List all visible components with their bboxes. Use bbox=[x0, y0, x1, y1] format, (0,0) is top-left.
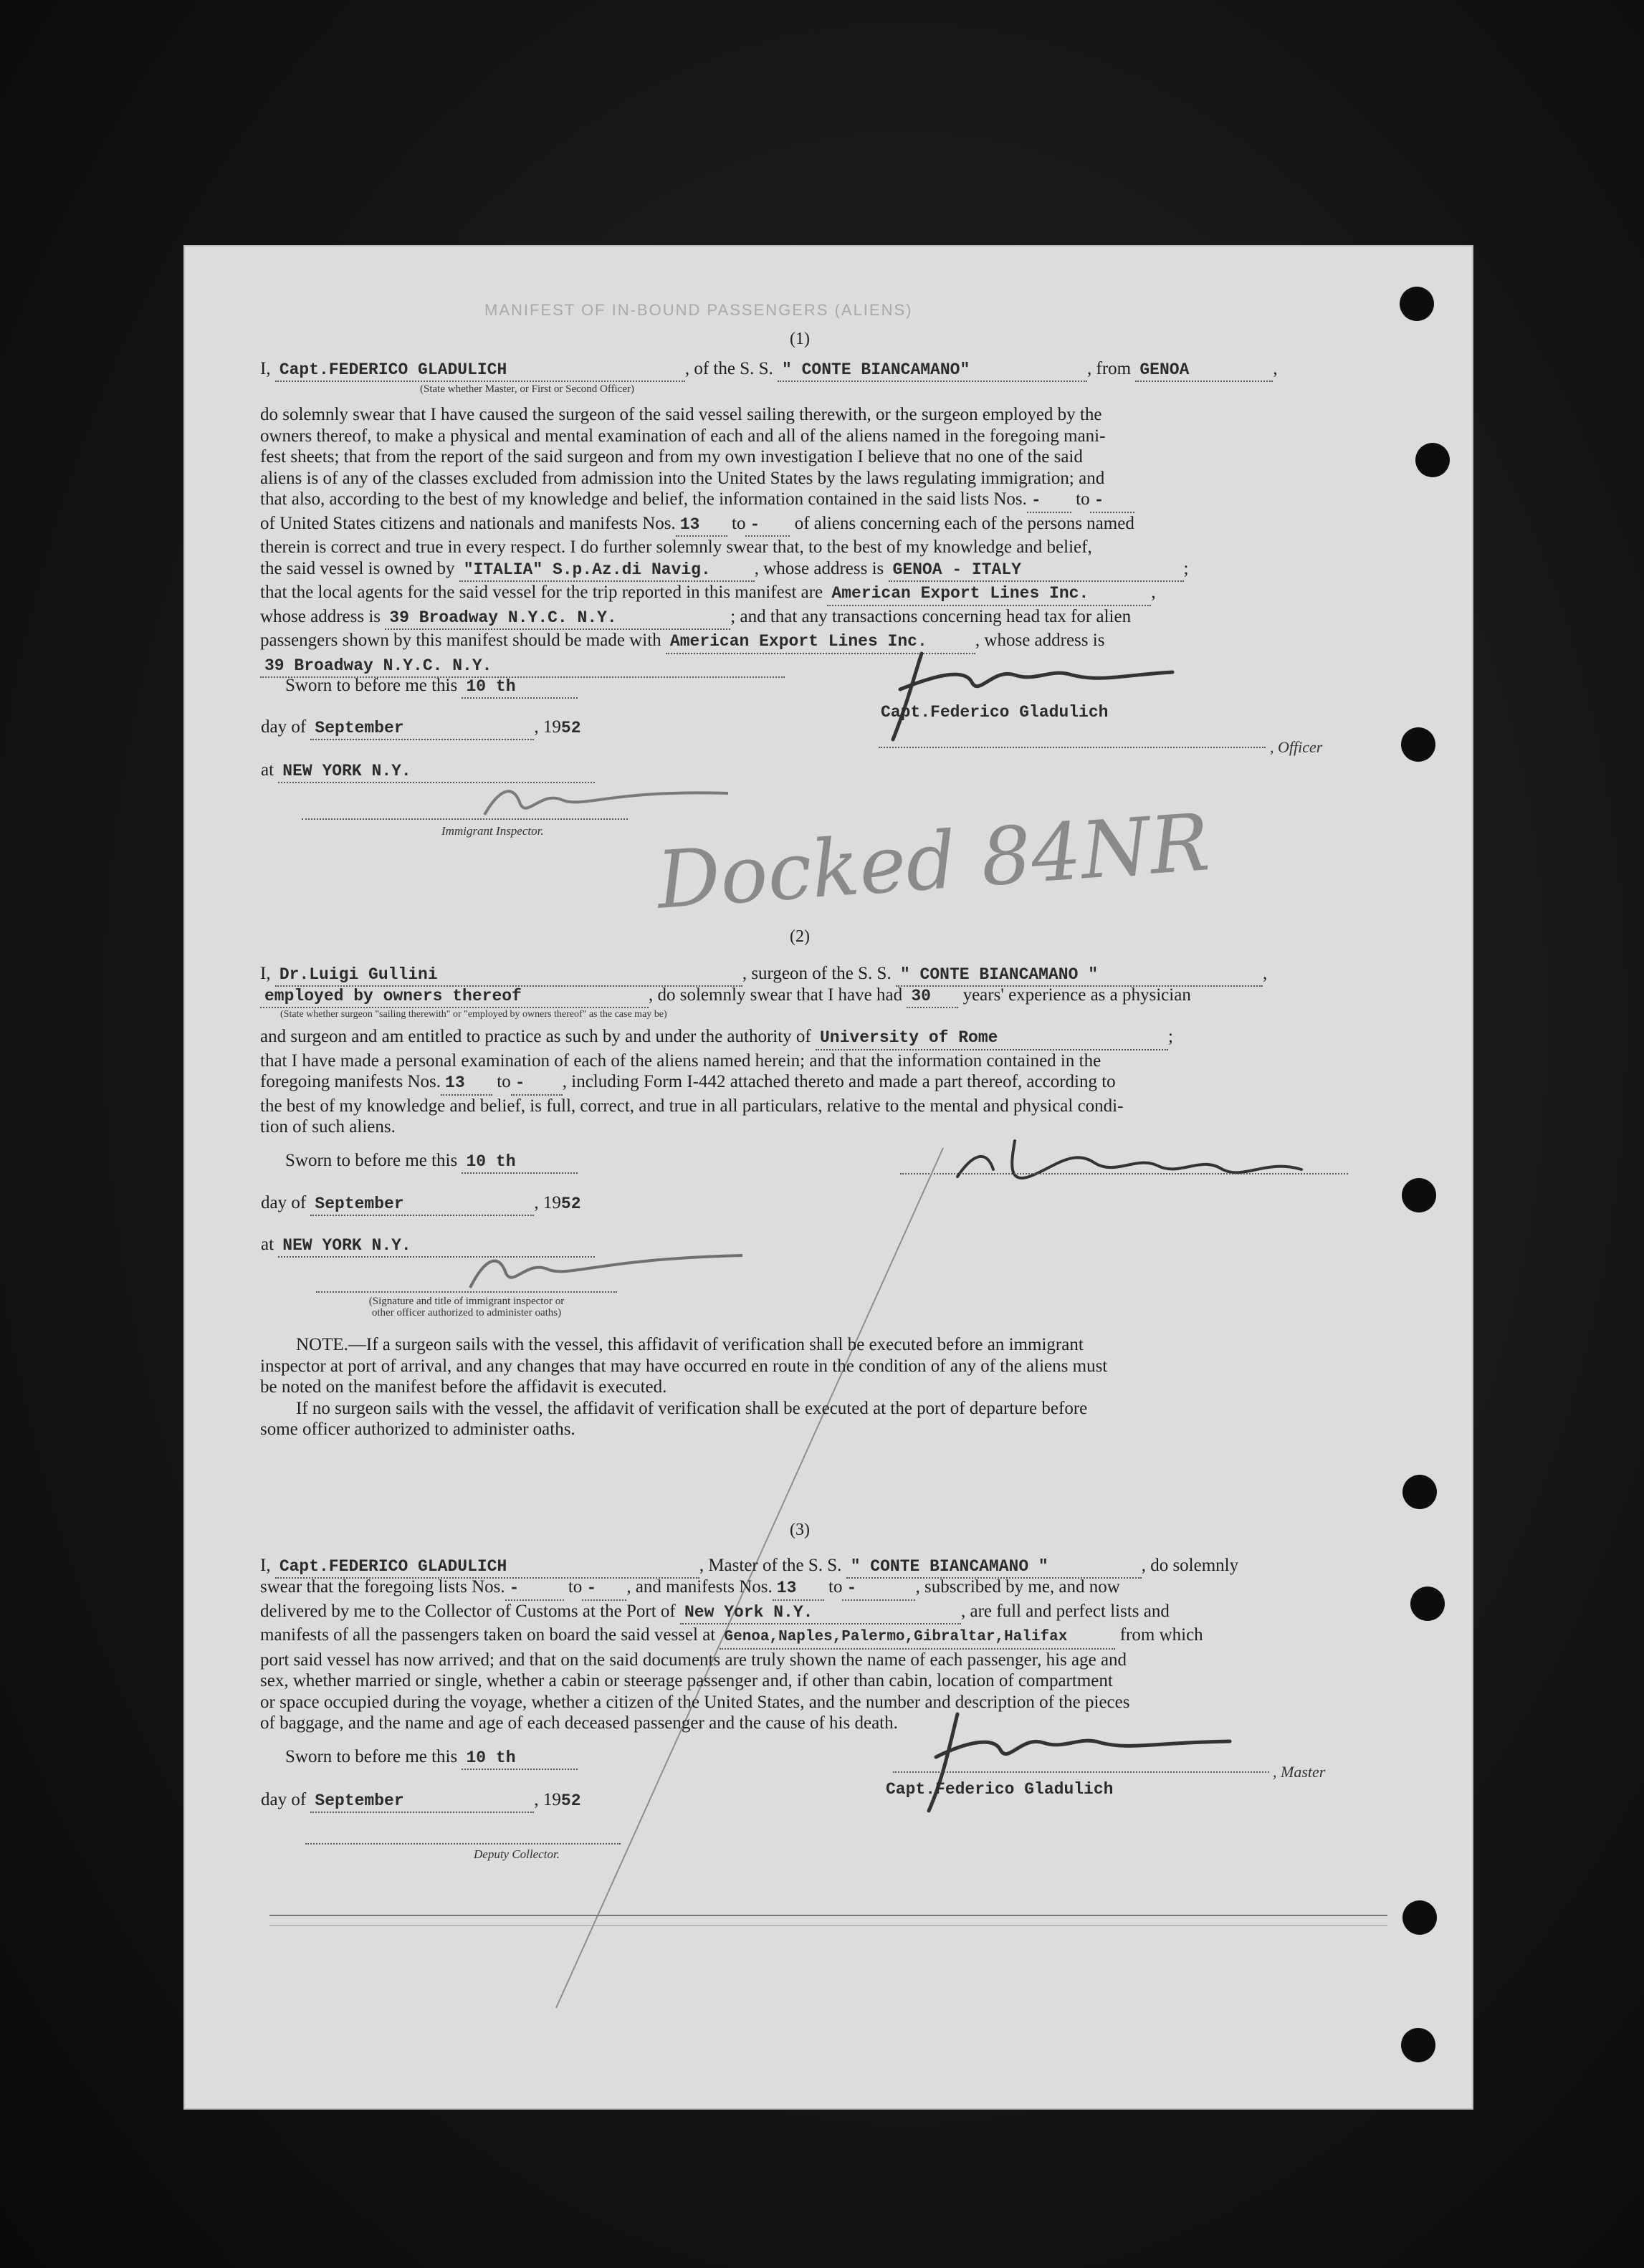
section-1-agents-line: that the local agents for the said vessel for the trip reported in this manifest are American Export Lines Inc. , bbox=[260, 582, 1396, 606]
officer-signature-line bbox=[879, 747, 1266, 748]
section-1-owner-line: the said vessel is owned by "ITALIA" S.p.Az.di Navig. , whose address is GENOA - ITALY ; bbox=[260, 558, 1396, 583]
section-3-manifests-line: manifests of all the passengers taken on board the said vessel at Genoa,Naples,Palermo,Gibraltar,Halifax from which bbox=[260, 1625, 1396, 1650]
section-2-aliens-line: tion of such aliens. bbox=[260, 1117, 396, 1137]
collector-signature-line bbox=[305, 1843, 621, 1844]
section-3-lists-line: swear that the foregoing lists Nos. - to - , and manifests Nos. 13 to - , subscribed by me, and now bbox=[260, 1576, 1396, 1601]
from-port-field[interactable]: GENOA bbox=[1135, 359, 1273, 382]
section-2-employment-line: employed by owners thereof , do solemnly swear that I have had 30 years' experience as a physician bbox=[260, 985, 1191, 1008]
section-1-body-line: owners thereof, to make a physical and mental examination of each and all of the aliens named in the foregoing mani- bbox=[260, 426, 1106, 446]
section-1-sworn-line: Sworn to before me this 10 th bbox=[285, 675, 578, 699]
manifest-verification-page bbox=[183, 245, 1473, 2110]
employment-caption: (State whether surgeon "sailing therewith" or "employed by owners thereof" as the case may be) bbox=[280, 1009, 667, 1020]
lists-to-field[interactable]: - bbox=[1090, 490, 1134, 513]
section-1-body-line: do solemnly swear that I have caused the surgeon of the said vessel sailing therewith, or the surgeon employed by the bbox=[260, 405, 1102, 424]
master-signature-line bbox=[893, 1771, 1269, 1773]
employment-field[interactable]: employed by owners thereof bbox=[260, 985, 649, 1008]
section-2-place-field[interactable]: NEW YORK N.Y. bbox=[278, 1235, 595, 1258]
section-1-place-field[interactable]: NEW YORK N.Y. bbox=[278, 760, 595, 783]
section-2-surgeon-line: I, Dr.Luigi Gullini , surgeon of the S. S. " CONTE BIANCAMANO " , bbox=[260, 963, 1267, 987]
binder-hole bbox=[1415, 443, 1450, 477]
deputy-collector-caption: Deputy Collector. bbox=[474, 1847, 560, 1861]
section-3-sworn-day-field[interactable]: 10 th bbox=[462, 1747, 578, 1770]
binder-hole bbox=[1401, 2028, 1435, 2062]
section-3-master-line: I, Capt.FEDERICO GLADULICH , Master of the S. S. " CONTE BIANCAMANO " , do solemnly bbox=[260, 1555, 1238, 1579]
section-2-foregoing-line: foregoing manifests Nos. 13 to - , including Form I-442 attached thereto and made a part thereof, according to bbox=[260, 1071, 1396, 1096]
section-1-manifests-line: of United States citizens and nationals and manifests Nos. 13 to - of aliens concerning each of the persons named bbox=[260, 513, 1396, 537]
port-field[interactable]: New York N.Y. bbox=[680, 1602, 961, 1625]
surgeon-name-field[interactable]: Dr.Luigi Gullini bbox=[275, 964, 742, 987]
head-tax-agent-field[interactable]: American Export Lines Inc. bbox=[666, 631, 975, 654]
binder-hole bbox=[1400, 287, 1434, 321]
section-1-prefix: I, bbox=[260, 359, 271, 378]
section-2-vessel-field[interactable]: " CONTE BIANCAMANO " bbox=[896, 964, 1263, 987]
section-1-sworn-day-field[interactable]: 10 th bbox=[462, 676, 578, 699]
officer-signature-1 bbox=[871, 646, 1273, 747]
section-3-vessel-field[interactable]: " CONTE BIANCAMANO " bbox=[846, 1556, 1142, 1579]
bottom-rule-2 bbox=[269, 1925, 1387, 1926]
owner-address-field[interactable]: GENOA - ITALY bbox=[889, 560, 1184, 583]
master-name-field[interactable]: Capt.FEDERICO GLADULICH bbox=[275, 1556, 699, 1579]
officer-caption: (State whether Master, or First or Second Officer) bbox=[420, 383, 635, 395]
immigrant-inspector-caption: Immigrant Inspector. bbox=[441, 824, 544, 838]
owner-field[interactable]: "ITALIA" S.p.Az.di Navig. bbox=[459, 560, 755, 583]
section-1-agent-address-line: whose address is 39 Broadway N.Y.C. N.Y. ; and that any transactions concerning head tax for alien bbox=[260, 606, 1396, 631]
section-3-lists-from-field[interactable]: - bbox=[505, 1578, 564, 1601]
lists-from-field[interactable]: - bbox=[1027, 490, 1071, 513]
officer-name-field[interactable]: Capt.FEDERICO GLADULICH bbox=[275, 359, 685, 382]
inspector-signature-1 bbox=[470, 775, 742, 826]
bleed-through-header: MANIFEST OF IN-BOUND PASSENGERS (ALIENS) bbox=[484, 301, 913, 319]
section-1-place-line: at NEW YORK N.Y. bbox=[261, 760, 595, 783]
section-2-year-field[interactable]: 52 bbox=[560, 1195, 581, 1213]
section-1-body-line: fest sheets; that from the report of the said surgeon and from my own investigation I believe that no one of the said bbox=[260, 447, 1083, 466]
section-3-year-field[interactable]: 52 bbox=[560, 1791, 581, 1810]
binder-hole bbox=[1401, 727, 1435, 762]
binder-hole bbox=[1402, 1900, 1437, 1935]
section-2-sworn-line: Sworn to before me this 10 th bbox=[285, 1150, 578, 1174]
section-3-baggage-line: of baggage, and the name and age of each deceased passenger and the cause of his death. bbox=[260, 1713, 898, 1733]
agents-field[interactable]: American Export Lines Inc. bbox=[827, 583, 1151, 606]
section-3-number: (3) bbox=[790, 1521, 810, 1539]
section-2-body bbox=[260, 1026, 1396, 1138]
section-3-delivered-line: delivered by me to the Collector of Customs at the Port of New York N.Y. , are full and perfect lists and bbox=[260, 1601, 1396, 1625]
section-2-place-line: at NEW YORK N.Y. bbox=[261, 1234, 595, 1258]
section-3-lists-to-field[interactable]: - bbox=[582, 1578, 626, 1601]
master-role-label: , Master bbox=[1273, 1763, 1326, 1781]
section-1-correct-line: therein is correct and true in every respect. I do further solemnly swear that, to the best of my knowledge and belief, bbox=[260, 537, 1092, 557]
manifest-to-field[interactable]: - bbox=[745, 515, 790, 537]
section-2-number: (2) bbox=[790, 927, 810, 946]
binder-hole bbox=[1402, 1475, 1437, 1509]
surgeon-signature bbox=[943, 1126, 1344, 1205]
section-1-officer-line: I, Capt.FEDERICO GLADULICH , of the S. S. " CONTE BIANCAMANO" , from GENOA , bbox=[260, 358, 1278, 382]
section-3-arrived-line: port said vessel has now arrived; and that on the said documents are truly shown the name of each passenger, his age and bbox=[260, 1650, 1127, 1670]
section-1-year-field[interactable]: 52 bbox=[560, 719, 581, 737]
binder-hole bbox=[1410, 1587, 1445, 1621]
section-2-manifest-to-field[interactable]: - bbox=[511, 1073, 563, 1096]
note-block: NOTE.—If a surgeon sails with the vessel, this affidavit of verification shall be executed before an immigrant inspector at port of arrival, and any changes that may have occurred en route in the condition of any of the aliens must be noted on the manifest before the affidavit is executed. If no surgeon sails with the vessel, the affidavit of verification shall be executed at the port of departure before some officer authorized to administer oaths. bbox=[260, 1335, 1108, 1439]
section-3-space-line: or space occupied during the voyage, whether a citizen of the United States, and the number and description of the pieces bbox=[260, 1692, 1130, 1712]
agent-address-field[interactable]: 39 Broadway N.Y.C. N.Y. bbox=[385, 608, 730, 631]
section-2-sworn-day-field[interactable]: 10 th bbox=[462, 1151, 578, 1174]
head-tax-address-field[interactable]: 39 Broadway N.Y.C. N.Y. bbox=[260, 656, 785, 679]
section-2-signature-caption: (Signature and title of immigrant inspector or other officer authorized to administer oaths) bbox=[368, 1296, 565, 1319]
section-1-passengers-line: passengers shown by this manifest should be made with American Export Lines Inc. , whose address is bbox=[260, 630, 1396, 654]
section-3-manifest-to-field[interactable]: - bbox=[842, 1578, 915, 1601]
section-1-date-line: day of September , 1952 bbox=[261, 717, 581, 740]
binder-hole bbox=[1402, 1178, 1436, 1212]
from-label: , from bbox=[1087, 359, 1132, 378]
vessel-name-field[interactable]: " CONTE BIANCAMANO" bbox=[778, 359, 1087, 382]
section-3-manifest-from-field[interactable]: 13 bbox=[773, 1578, 824, 1601]
section-2-month-field[interactable]: September bbox=[310, 1193, 534, 1216]
section-3-date-line: day of September , 1952 bbox=[261, 1789, 581, 1813]
officer-role-label: , Officer bbox=[1270, 738, 1323, 756]
of-ss-label: , of the S. S. bbox=[684, 359, 773, 378]
section-2-exam-line: that I have made a personal examination of each of the aliens named herein; and that the information contained in the bbox=[260, 1051, 1101, 1071]
section-3-sworn-line: Sworn to before me this 10 th bbox=[285, 1746, 578, 1770]
section-1-body bbox=[260, 404, 1396, 678]
section-3-signer-typed: Capt.Federico Gladulich bbox=[886, 1780, 1114, 1799]
section-2-best-line: the best of my knowledge and belief, is full, correct, and true in all particulars, relative to the mental and physical condi- bbox=[260, 1096, 1124, 1116]
section-1-body-line: aliens is of any of the classes excluded from admission into the United States by the laws regulating immigration; and bbox=[260, 468, 1105, 488]
note-label: NOTE. bbox=[296, 1335, 348, 1354]
section-1-signer-typed: Capt.Federico Gladulich bbox=[881, 703, 1109, 722]
authority-field[interactable]: University of Rome bbox=[816, 1028, 1168, 1051]
manifest-from-field[interactable]: 13 bbox=[676, 515, 727, 537]
section-1-month-field[interactable]: September bbox=[310, 717, 534, 740]
section-2-date-line: day of September , 1952 bbox=[261, 1192, 581, 1216]
docked-handwritten-note: Docked 84NR bbox=[654, 796, 1213, 927]
section-3-sex-line: sex, whether married or single, whether a cabin or steerage passenger and, if other than cabin, location of compartment bbox=[260, 1671, 1113, 1690]
years-field[interactable]: 30 bbox=[907, 985, 958, 1008]
section-1-lists-line: that also, according to the best of my knowledge and belief, the information contained in the said lists Nos. - to - bbox=[260, 489, 1396, 513]
section-1-number: (1) bbox=[790, 330, 810, 348]
section-2-manifest-from-field[interactable]: 13 bbox=[441, 1073, 492, 1096]
section-2-authority-line: and surgeon and am entitled to practice as such by and under the authority of University of Rome ; bbox=[260, 1026, 1396, 1051]
section-3-month-field[interactable]: September bbox=[310, 1790, 534, 1813]
bottom-rule-1 bbox=[269, 1915, 1387, 1916]
ports-of-call-field[interactable]: Genoa,Naples,Palermo,Gibraltar,Halifax bbox=[720, 1627, 1115, 1650]
